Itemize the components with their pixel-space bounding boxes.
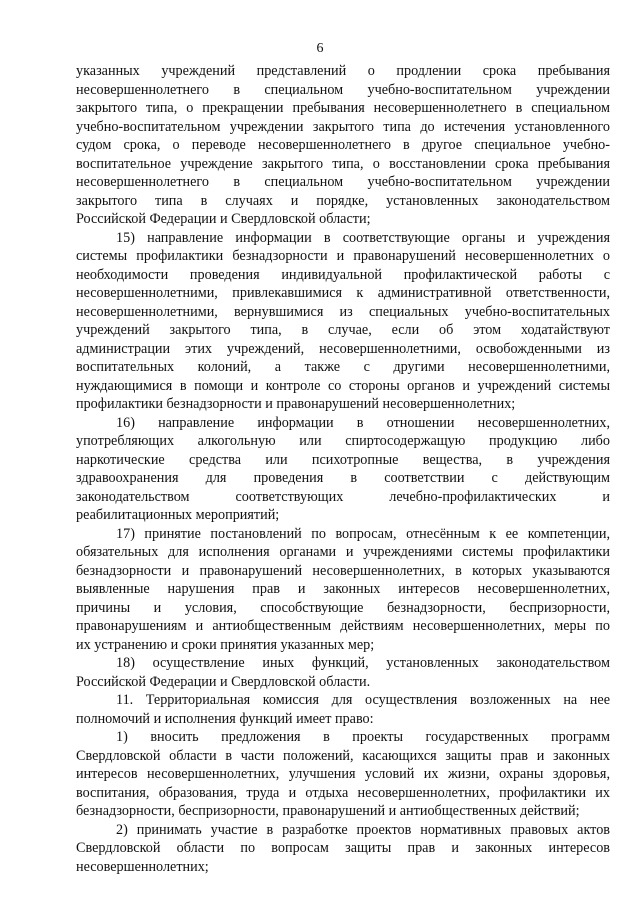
- text-line: воспитания, образования, труда и отдыха несовершеннолетних, профилактики их: [76, 784, 610, 801]
- text-line: безнадзорности, беспризорности, правонарушений и антиобщественных действий;: [76, 803, 580, 819]
- text-line: Российской Федерации и Свердловской области.: [76, 673, 371, 690]
- page-number: 6: [316, 41, 324, 56]
- text-line: судом срока, о переводе несовершеннолетнего в другое специальное учебно-: [76, 137, 610, 153]
- text-line: реабилитационных мероприятий;: [76, 507, 280, 523]
- text-line: употребляющих алкогольную или спиртосодержащую продукцию либо: [76, 433, 610, 449]
- text-line: 15) направление информации в соответствующие органы и учреждения: [116, 229, 610, 246]
- text-line: несовершеннолетних;: [76, 858, 209, 875]
- text-line: причины и условия, способствующие безнадзорности, беспризорности,: [76, 599, 610, 616]
- text-line: несовершеннолетними, привлекавшимися к административной ответственности,: [76, 285, 610, 301]
- text-line: полномочий и исполнения функций имеет право:: [76, 710, 374, 727]
- text-line: Свердловской области в части положений, касающихся защиты прав и законных: [76, 747, 610, 764]
- text-line: 11. Территориальная комиссия для осуществления возложенных на нее: [116, 692, 610, 708]
- text-line: 2) принимать участие в разработке проектов нормативных правовых актов: [116, 821, 610, 838]
- text-line: воспитательных колоний, а также с другими несовершеннолетними,: [76, 359, 610, 375]
- text-line: необходимости проведения индивидуальной профилактической работы с: [76, 266, 610, 283]
- text-line: Свердловской области по вопросам защиты прав и законных интересов: [76, 840, 610, 856]
- text-line: указанных учреждений представлений о продлении срока пребывания: [76, 63, 610, 79]
- text-line: системы профилактики безнадзорности и правонарушений несовершеннолетних о: [76, 248, 610, 264]
- text-line: обязательных для исполнения органами и учреждениями системы профилактики: [76, 544, 610, 560]
- text-line: правонарушениям и антиобщественным действиям несовершеннолетних, меры по: [76, 618, 610, 634]
- text-line: несовершеннолетнего в специальном учебно-воспитательном учреждении: [76, 174, 610, 190]
- document-body: [76, 62, 610, 876]
- text-line: законодательством соответствующих лечебно-профилактических и: [76, 488, 610, 505]
- text-line: администрации этих учреждений, несовершеннолетними, освобожденными из: [76, 340, 610, 357]
- text-line: нуждающимися в помощи и контроле со стороны органов и учреждений системы: [76, 377, 610, 394]
- text-line: безнадзорности и правонарушений несовершеннолетних, в которых указываются: [76, 562, 610, 579]
- text-line: закрытого типа в случаях и порядке, установленных законодательством: [76, 192, 610, 209]
- text-line: учреждений закрытого типа, в случае, если об этом ходатайствуют: [76, 322, 610, 338]
- text-line: воспитательное учреждение закрытого типа, о восстановлении срока пребывания: [76, 155, 610, 172]
- text-line: 18) осуществление иных функций, установленных законодательством: [116, 655, 610, 671]
- text-line: выявленные нарушения прав и законных интересов несовершеннолетних,: [76, 581, 610, 597]
- text-line: несовершеннолетними, вернувшимися из специальных учебно-воспитательных: [76, 303, 610, 320]
- text-line: закрытого типа, о прекращении пребывания несовершеннолетнего в специальном: [76, 100, 610, 116]
- text-line: Российской Федерации и Свердловской области;: [76, 211, 371, 227]
- text-line: их устранению и сроки принятия указанных мер;: [76, 636, 375, 653]
- text-line: 17) принятие постановлений по вопросам, отнесённым к ее компетенции,: [116, 525, 610, 542]
- text-line: интересов несовершеннолетних, улучшения условий их жизни, охраны здоровья,: [76, 766, 610, 782]
- text-line: наркотические средства или психотропные вещества, в учреждения: [76, 451, 610, 468]
- text-line: учебно-воспитательном учреждении закрытого типа до истечения установленного: [76, 118, 610, 135]
- text-line: здравоохранения для проведения в соответствии с действующим: [76, 470, 610, 486]
- text-line: профилактики безнадзорности и правонарушений несовершеннолетних;: [76, 396, 516, 412]
- text-line: 1) вносить предложения в проекты государственных программ: [116, 729, 610, 745]
- text-line: несовершеннолетнего в специальном учебно-воспитательном учреждении: [76, 81, 610, 98]
- text-line: 16) направление информации в отношении несовершеннолетних,: [116, 414, 610, 431]
